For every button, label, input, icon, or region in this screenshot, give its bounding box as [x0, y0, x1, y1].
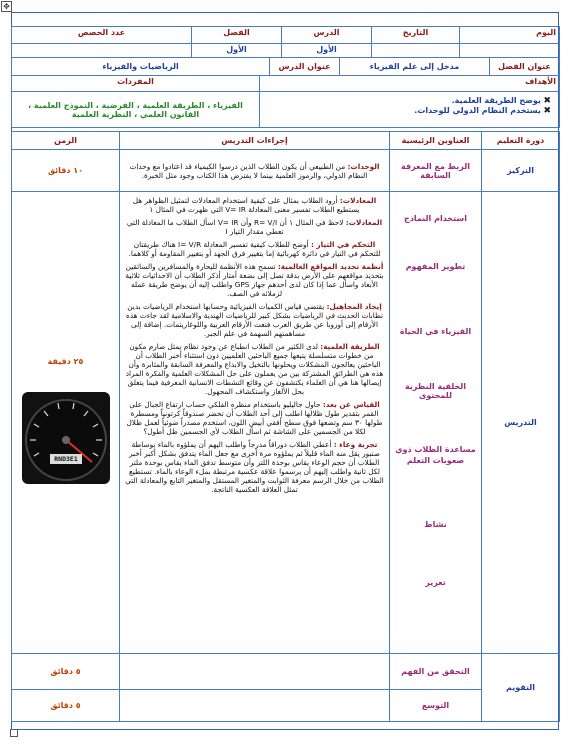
theme-physics-life: الفيزياء في الحياة [399, 327, 472, 336]
bullet-icon: ✖ [543, 106, 551, 116]
theme-learning-support: مساعدة الطلاب ذوي صعوبات التعلم [395, 445, 476, 465]
teach-time-cell [12, 192, 120, 654]
unit-title-value: مدخل إلى علم الفيزياء [340, 58, 490, 76]
lesson-value: الأول [282, 44, 372, 58]
theme-expand: التوسع [390, 690, 482, 722]
vocab-label: المفردات [12, 76, 260, 92]
theme-concept: تطوير المفهوم [405, 262, 466, 271]
objectives-table [11, 75, 560, 128]
lesson-title-label: عنوان الدرس [270, 58, 340, 76]
theme-background: الخلفية النظرية للمحتوى [404, 382, 467, 400]
sessions-value[interactable] [12, 44, 192, 58]
objectives-list [260, 92, 560, 128]
day-label: اليوم [460, 27, 560, 44]
proc-block: التحكم في التيار : أوضح للطلاب كيفية تفسير المعادلة I= V/R هناك طريقتان للتحكم في التيار في دائرة كهربائية إما بتغيير فرق الجهد أو بتغيير المقاومة أو كلاهما. [128, 240, 381, 258]
proc-teach [120, 192, 390, 654]
proc-expand[interactable] [120, 690, 390, 722]
sessions-label: عدد الحصص [12, 27, 192, 44]
odometer-label: RND3E1 [54, 455, 78, 463]
stage-focus: التركيز [482, 150, 560, 192]
theme-reinforce: تعزيز [425, 578, 446, 587]
date-value[interactable] [372, 44, 460, 58]
proc-block: الطريقة العلمية: لدى الكثير من الطلاب انطباع عن وجود نظام يمثل صارم مكون من خطوات متسلسلة يتبعها جميع الباحثين العلميين دون استثناء أخبر الطلاب أن الباحثين يعالجون المشكلات ويحلونها بالتخيل والابداع والمعرفة السابقة والمثابرة وأن هذه هي الطرائق المشتركة بين من يعملون على حل المشكلات العلمية والفكرة المراد إيصالها هنا هي أن العلماء يكتشفون عن وقائع التشطات الانسانية المعرفية فيما يتعلق بحل الألغاز واستكشاف المجهول. [125, 342, 384, 396]
time-expand: ٥ دقائق [12, 690, 120, 722]
teach-themes [390, 192, 482, 654]
plan-table [11, 131, 560, 722]
theme-models: استخدام النماذج [404, 214, 467, 223]
unit-title-label: عنوان الفصل [490, 58, 560, 76]
speedometer-gauge-icon [22, 392, 110, 484]
time-teach: ٢٥ دقيقة [47, 357, 84, 366]
proc-focus [120, 150, 390, 192]
proc-block: أنظمة تحديد المواقع العالمية: تسمح هذه الأنظمة للبحارة والمسافرين والسائقين بتحديد مواقعهم على الأرض بدقة تصل إلى بضعة أمتار أذكر الطلاب أن الاحداثيات ثلاثية الأبعاد واسأل عما إذا كان لدى أحدهم جهاز GPS واطلب إليه أن يوضح طريقة عمله لزملائه في الصف. [125, 262, 384, 298]
date-label: التاريخ [372, 27, 460, 44]
proc-block: المعادلات: لاحظ في المثال ١ أن R= V/I وأن V= IR اسأل الطلاب ما المعادلة التي تعطي مقدار التيار I [126, 218, 383, 236]
proc-block: المعادلات: أرود الطلاب بمثال على كيفية استخدام المعادلات لتمثيل الظواهر هل يستطيع الطلاب تفسير معنى المعادلة V= IR التي ظهرت في المثال ١ [132, 196, 377, 214]
bullet-icon: ✖ [543, 96, 551, 106]
col-procedures: إجراءات التدريس [120, 132, 390, 150]
header-table [11, 26, 560, 58]
title-table [11, 57, 560, 76]
stage-teach: التدريس [482, 192, 560, 654]
vocab-value: الفيزياء ، الطريقة العلمية ، الفرضية ، النموذج العلمية ، القانون العلمي ، النظرية العلمية [12, 92, 260, 128]
proc-key: الوحدات: [347, 161, 380, 171]
lesson-label: الدرس [282, 27, 372, 44]
proc-check[interactable] [120, 654, 390, 690]
table-move-handle-icon[interactable]: ✥ [1, 1, 12, 12]
theme-check: التحقق من الفهم [390, 654, 482, 690]
day-value[interactable] [460, 44, 560, 58]
time-focus: ١٠ دقائق [12, 150, 120, 192]
proc-block: إيجاد المجاهيل: يقتضي قياس الكميات الفيزيائية وحسابها استخدام الرياضيات بدين تطابات الحديث في الرياضيات بشكل كبير للرياضيات الهندية والاسلامية لقد جاءت هذه الأرقام إلى أوروبا عن طريق العرب فنعت الأرقام العربية واللوغاريتمات. إضافة إلى مساهمتهم السهمة في علم الجبر. [126, 302, 383, 338]
class-value: الأول [192, 44, 282, 58]
objectives-label: الأهداف [260, 76, 560, 92]
col-time: الزمن [12, 132, 120, 150]
theme-activity: نشاط [424, 520, 447, 529]
proc-text: من الطبيعي أن يكون الطلاب الذين درسوا الكيمياء قد اعتادوا مع وحدات النظام الدولي، والرموز العلمية بينما لا يفترض هذا الكتاب وجود مثل الخبرة. [129, 161, 368, 180]
objective-item: ✖ يستخدم النظام الدولي للوحدات. [414, 106, 551, 116]
class-label: الفصل [192, 27, 282, 44]
proc-block: القياس عن بعد: حاول جاليليو باستخدام منظره الفلكي حساب ارتفاع الجبال على القمر بتقدير طول ظلالها اطلب إلى أحد الطلاب أن تحضر صندوقاً كرتونياً ومسطرة طولها ٣٠ سم وتضعها فوق سطح أفقي أبيض اللون، استخدم مصدراً ضوئياً لعمل ظلال لكلا من الجسمين على الشاشة ثم اسأل الطلاب لأي الجسمين ظل أطول؟ [126, 400, 383, 436]
col-cycle: دورة التعليم [482, 132, 560, 150]
time-check: ٥ دقائق [12, 654, 120, 690]
subject-value: الرياضيات والفيزياء [12, 58, 270, 76]
proc-block: تجربة وعاء : أعطي الطلاب دوراقاً مدرجاً واطلب اليهم أن يملؤوه بالماء بوساطة صنبور يقل منه الماء قليلاً ثم يملؤوه مرة أخرى مع جعل الماء يتدفق بشكل أكبر أخبر الطلاب أن حجم الوعاء يقاس بوحدة اللتر وأن متوسط تدفق الماء يقاس بوحدة ملتر لكل ثانية واطلب إليهم أن يرسموا علاقة عكسية مرتبطة بملء الوعاء بالماء. تستطيع الطلاب من خلال الرسم معرفة الثوابت والمتغير المستقل والمتغير التابع والمعادلة التي تمثل العلاقة العكسية الناتجة. [125, 440, 384, 494]
col-themes: العناوين الرئيسية [390, 132, 482, 150]
table-resize-handle[interactable] [10, 729, 18, 737]
objective-item: ✖ يوضح الطريقة العلمية. [451, 96, 551, 106]
stage-eval: التقويم [482, 654, 560, 722]
theme-prior-knowledge: الربط مع المعرفة السابقة [390, 150, 482, 192]
speedometer-image [22, 392, 110, 484]
